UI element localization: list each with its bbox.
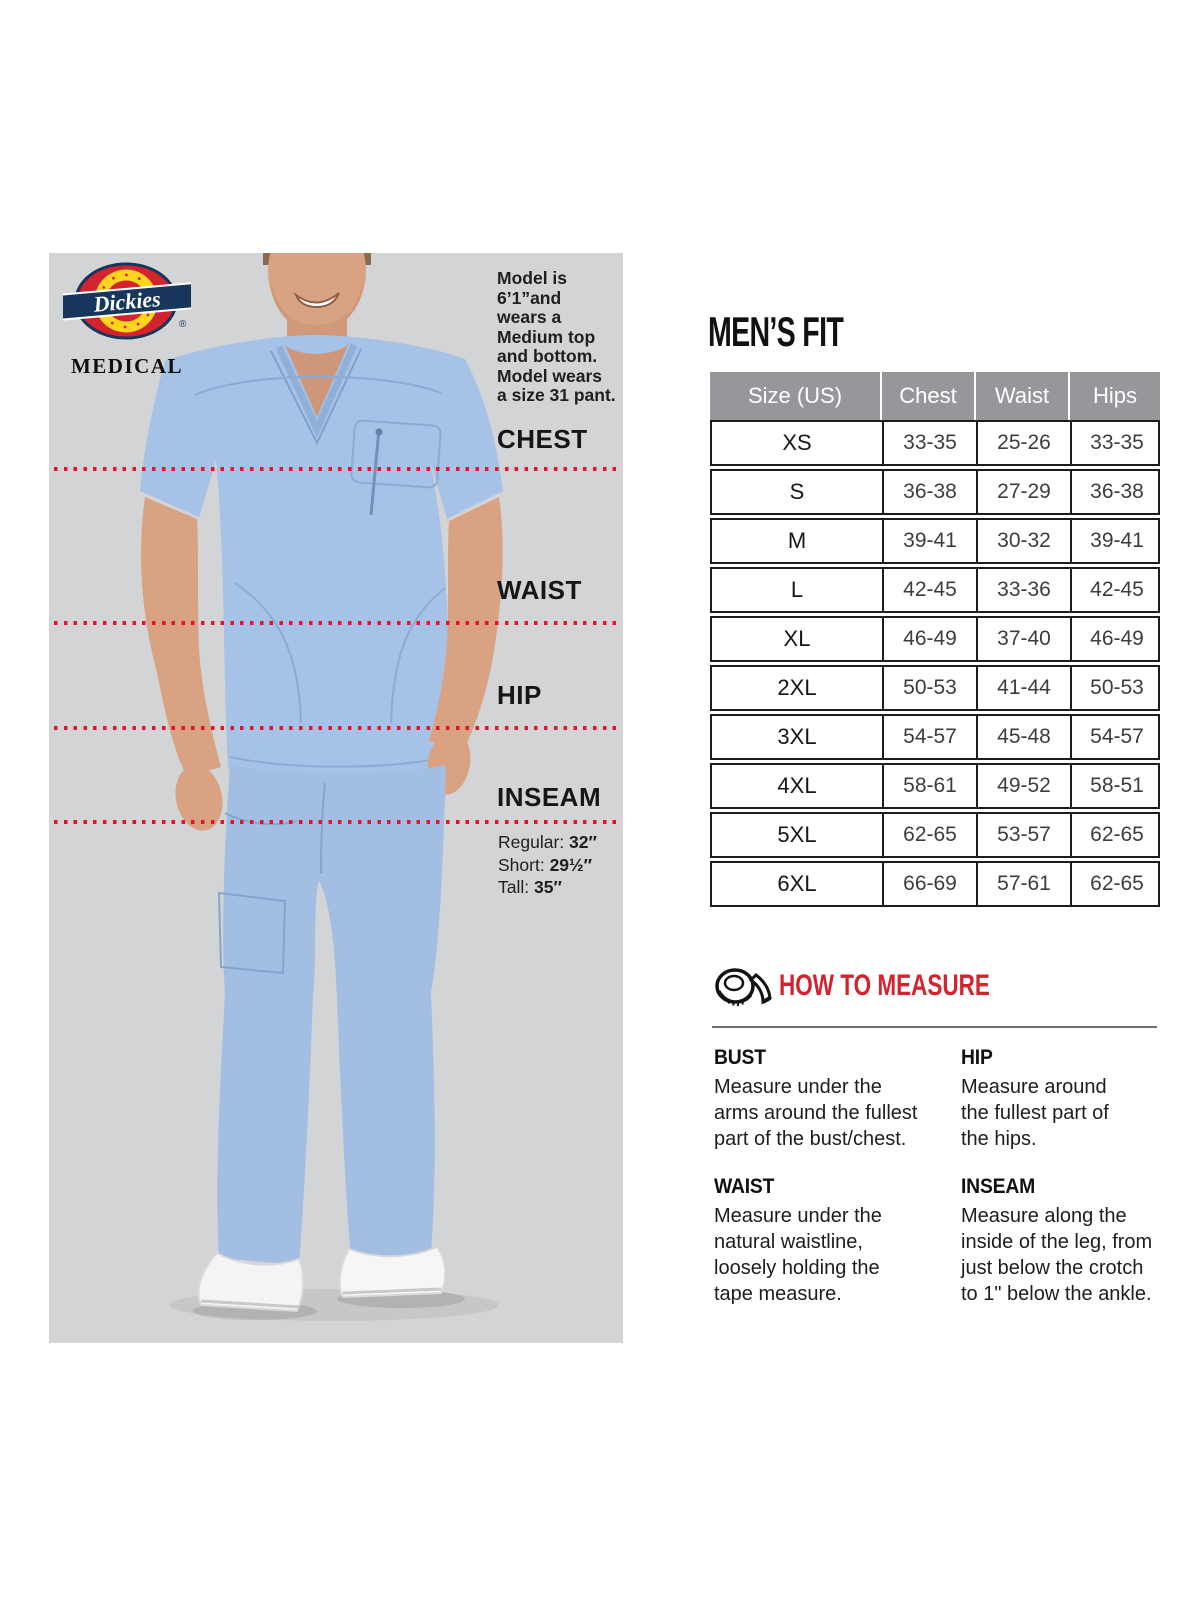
col-header-hips: Hips [1068, 372, 1160, 420]
bust-heading: BUST [714, 1046, 766, 1069]
table-header-row [710, 372, 1160, 420]
measure-section-inseam: INSEAM Measure along the inside of the leg, from just below the crotch to 1" below the ankle. [961, 1175, 1173, 1307]
model-note-line: wears a [497, 307, 562, 327]
model-note-line: Medium top [497, 326, 596, 347]
chest-label: CHEST [497, 424, 588, 454]
size-table [710, 372, 1160, 910]
inseam-dotted-line [54, 820, 618, 824]
measure-section-hip: HIP Measure around the fullest part of the hips. [961, 1046, 1173, 1152]
measure-section-waist: WAIST Measure under the natural waistline, loosely holding the tape measure. [714, 1175, 936, 1307]
table-row: 6XL 66-69 57-61 62-65 [710, 861, 1160, 907]
chest-dotted-line [54, 467, 618, 471]
page-title: MEN’S FIT [708, 308, 844, 355]
waist-label: WAIST [497, 575, 582, 605]
tape-measure-icon [711, 964, 773, 1012]
model-note [497, 269, 623, 406]
brand-division-label: MEDICAL [70, 354, 183, 378]
table-row: XS 33-35 25-26 33-35 [710, 420, 1160, 466]
inseam-heading: INSEAM [961, 1175, 1036, 1198]
table-row: 2XL 50-53 41-44 50-53 [710, 665, 1160, 711]
brand-block [63, 261, 191, 379]
section-divider [712, 1026, 1157, 1028]
dickies-logo-text: Dickies [92, 286, 162, 317]
col-header-size: Size (US) [747, 383, 843, 408]
measure-column-right [961, 1046, 1173, 1330]
table-row: 3XL 54-57 45-48 54-57 [710, 714, 1160, 760]
measure-column-left [714, 1046, 936, 1330]
col-header-waist: Waist [974, 372, 1068, 420]
table-row: 5XL 62-65 53-57 62-65 [710, 812, 1160, 858]
inseam-short: Short: 29½″ [498, 854, 593, 875]
model-photo [49, 253, 623, 1343]
model-note-line: 6’1”and [497, 287, 562, 308]
how-to-measure-title: HOW TO MEASURE [779, 969, 990, 1002]
inseam-label: INSEAM [497, 782, 602, 812]
model-note-line: a size 31 pant. [497, 385, 616, 405]
hip-heading: HIP [961, 1046, 993, 1069]
table-row: M 39-41 30-32 39-41 [710, 518, 1160, 564]
col-header-chest: Chest [880, 372, 974, 420]
waist-heading: WAIST [714, 1175, 775, 1198]
inseam-regular: Regular: 32″ [498, 832, 597, 852]
table-row: S 36-38 27-29 36-38 [710, 469, 1160, 515]
measure-section-bust: BUST Measure under the arms around the fullest part of the bust/chest. [714, 1046, 918, 1150]
table-row: 4XL 58-61 49-52 58-51 [710, 763, 1160, 809]
hip-label: HIP [497, 680, 542, 710]
waist-dotted-line [54, 621, 618, 625]
table-row: XL 46-49 37-40 46-49 [710, 616, 1160, 662]
hip-dotted-line [54, 726, 618, 730]
inseam-tall: Tall: 35″ [498, 877, 562, 897]
dickies-logo [63, 261, 191, 345]
registered-mark: ® [179, 319, 187, 330]
model-note-line: Model wears [497, 365, 603, 386]
model-note-line: and bottom. [497, 346, 598, 366]
table-row: L 42-45 33-36 42-45 [710, 567, 1160, 613]
model-note-line: Model is [497, 268, 568, 288]
inseam-details [498, 831, 597, 899]
